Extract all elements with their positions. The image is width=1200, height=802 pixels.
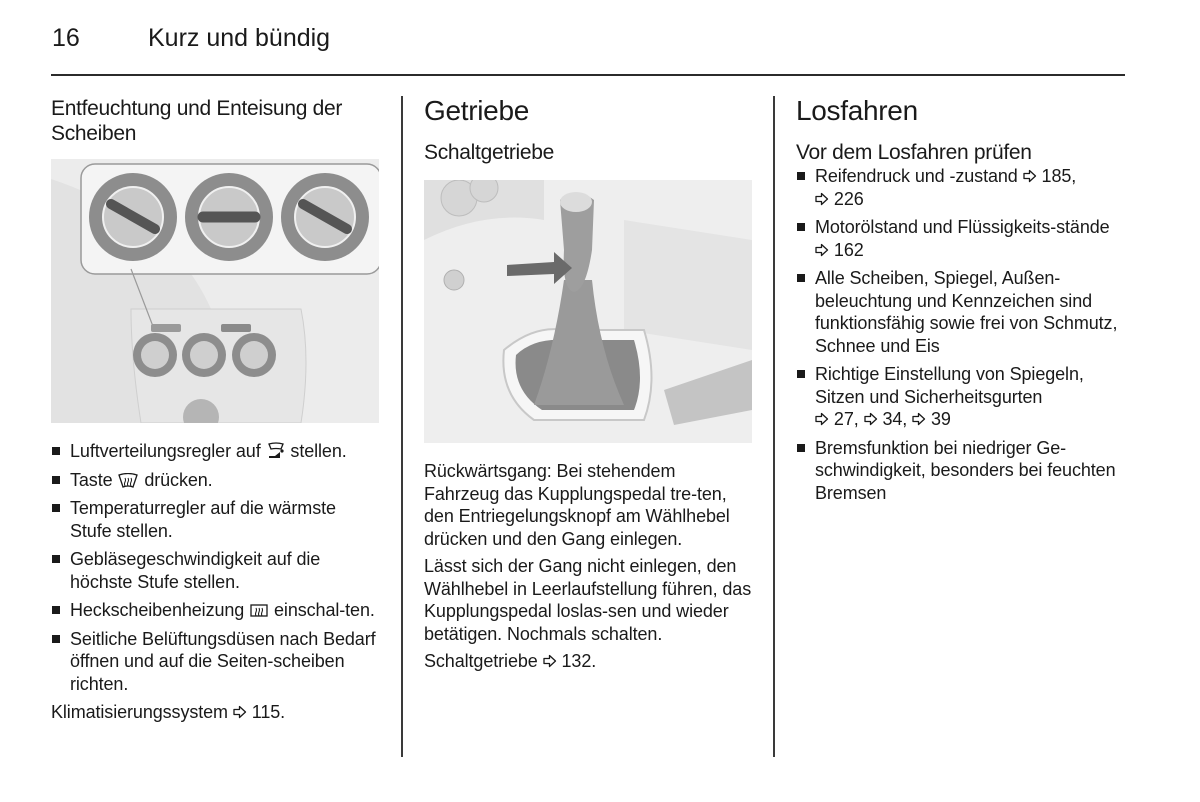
front-defrost-icon [117, 473, 139, 489]
column-starting-off [796, 96, 1126, 510]
list-item: Taste drücken. [51, 469, 381, 492]
page-link[interactable]: 185, [1041, 166, 1077, 186]
list-item: Seitliche Belüftungsdüsen nach Bedarf öffnen und auf die Seiten-scheiben richten. [51, 628, 381, 696]
page-link[interactable]: 39 [931, 409, 951, 429]
bullet-marker [52, 606, 60, 614]
list-item: Luftverteilungsregler auf stellen. [51, 440, 381, 463]
cross-reference-arrow-icon [543, 654, 557, 668]
cross-reference-arrow-icon [1023, 169, 1037, 183]
subsection-heading: Vor dem Losfahren prüfen [796, 141, 1032, 164]
bullet-marker [52, 504, 60, 512]
page-title: Kurz und bündig [148, 24, 331, 52]
column-transmission [424, 96, 754, 165]
reverse-gear-paragraph: Rückwärtsgang: Bei stehendem Fahrzeug das Kupplungspedal tre-ten, den Entriegelungsknopf am Wählhebel drücken und den Gang einlegen. [424, 461, 730, 549]
section-heading: Entfeuchtung und Enteisung der Scheiben [51, 97, 343, 145]
list-item: Bremsfunktion bei niedriger Ge-schwindigkeit, besonders bei feuchten Bremsen [796, 437, 1126, 505]
climate-control-illustration [51, 159, 379, 423]
list-item: Alle Scheiben, Spiegel, Außen-beleuchtung und Kennzeichen sind funktionsfähig sowie frei von Schmutz, Schnee und Eis [796, 267, 1126, 357]
bullet-marker [797, 223, 805, 231]
cross-reference-arrow-icon [815, 412, 829, 426]
list-item: Richtige Einstellung von Spiegeln, Sitzen und Sicherheitsgurten 27, 34, 39 [796, 363, 1126, 431]
bullet-marker [52, 476, 60, 484]
list-item: Heckscheibenheizung einschal-ten. [51, 599, 381, 622]
cross-reference: Schaltgetriebe 132. [424, 651, 597, 671]
page-link[interactable]: 132. [561, 651, 597, 671]
pre-drive-checklist [796, 165, 1126, 504]
list-item: Reifendruck und -zustand 185, 226 [796, 165, 1126, 210]
page-link[interactable]: 226 [833, 188, 864, 209]
rear-defrost-icon [249, 603, 269, 619]
header-rule [51, 74, 1125, 76]
cross-reference-arrow-icon [912, 412, 926, 426]
bullet-marker [52, 635, 60, 643]
cross-reference-arrow-icon [233, 705, 247, 719]
page-link[interactable]: 27, [833, 409, 859, 429]
page-link[interactable]: 34, [882, 409, 908, 429]
list-item: Gebläsegeschwindigkeit auf die höchste Stufe stellen. [51, 548, 381, 593]
climate-control-figure [51, 159, 379, 423]
subsection-heading: Schaltgetriebe [424, 141, 555, 164]
gear-lever-illustration [424, 180, 752, 443]
bullet-marker [52, 447, 60, 455]
bullet-marker [797, 274, 805, 282]
bullet-marker [52, 555, 60, 563]
column-divider [401, 96, 403, 757]
page-link[interactable]: 115. [251, 702, 286, 722]
list-item: Temperaturregler auf die wärmste Stufe stellen. [51, 497, 381, 542]
chapter-heading: Getriebe [424, 95, 529, 126]
transmission-text [424, 460, 754, 673]
bullet-marker [797, 172, 805, 180]
cross-reference: Klimatisierungssystem 115. [51, 702, 286, 722]
page-number: 16 [52, 24, 80, 52]
cross-reference-arrow-icon [815, 243, 829, 257]
chapter-heading: Losfahren [796, 95, 918, 126]
list-item: Motorölstand und Flüssigkeits-stände 162 [796, 216, 1126, 261]
cross-reference-arrow-icon [815, 192, 829, 206]
bullet-marker [797, 444, 805, 452]
cross-reference-arrow-icon [864, 412, 878, 426]
windshield-airflow-icon [266, 442, 286, 460]
defrost-step-list [51, 440, 381, 695]
bullet-marker [797, 370, 805, 378]
gear-lever-figure [424, 180, 752, 443]
page-link[interactable]: 162 [833, 239, 864, 260]
column-divider [773, 96, 775, 757]
gear-not-engaging-paragraph: Lässt sich der Gang nicht einlegen, den Wählhebel in Leerlaufstellung führen, das Kupplungspedal loslas-sen und wieder betätigen. Nochmals schalten. [424, 556, 752, 644]
column-defrost [51, 96, 381, 146]
defrost-steps [51, 440, 381, 724]
